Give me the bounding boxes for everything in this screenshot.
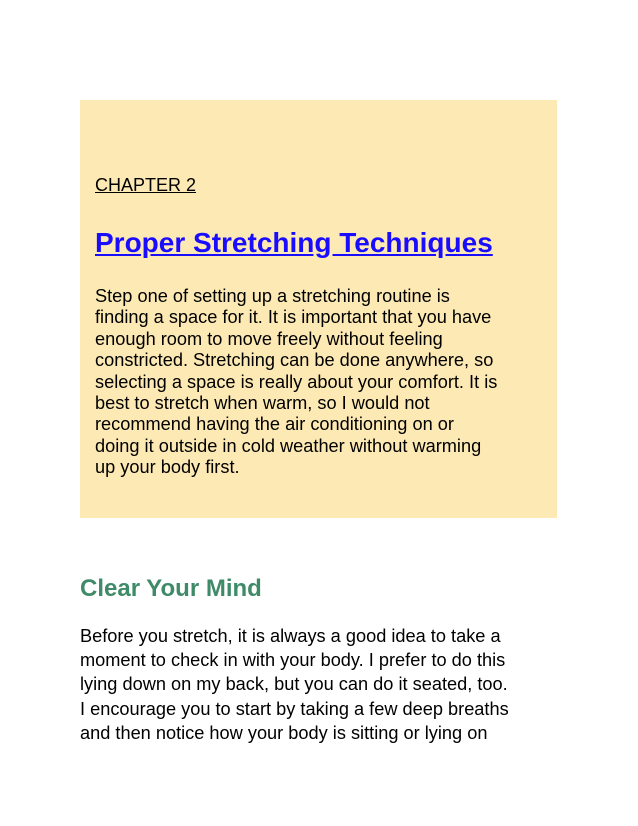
body-line: constricted. Stretching can be done anywhere, so [95,350,494,371]
chapter-body-paragraph [95,286,547,479]
body-line: finding a space for it. It is important that you have [95,307,492,328]
body-line: up your body first. [95,457,240,478]
body-line: I encourage you to start by taking a few deep breaths [80,698,509,719]
section-body-paragraph [80,624,570,745]
body-line: moment to check in with your body. I prefer to do this [80,650,506,671]
body-line: best to stretch when warm, so I would not [95,393,430,414]
chapter-intro-box [80,100,557,518]
body-line: Step one of setting up a stretching routine is [95,286,450,306]
body-line: selecting a space is really about your comfort. It is [95,371,498,392]
body-line: and then notice how your body is sitting or lying on [80,722,488,743]
body-line: doing it outside in cold weather without warming [95,435,482,456]
chapter-label: CHAPTER 2 [95,175,197,195]
body-line: recommend having the air conditioning on or [95,414,454,435]
body-line: enough room to move freely without feeling [95,328,443,349]
body-line: Before you stretch, it is always a good idea to take a [80,626,501,646]
section-heading: Clear Your Mind [80,575,262,602]
body-line: lying down on my back, but you can do it seated, too. [80,674,508,695]
chapter-title-link[interactable]: Proper Stretching Techniques [95,227,493,258]
